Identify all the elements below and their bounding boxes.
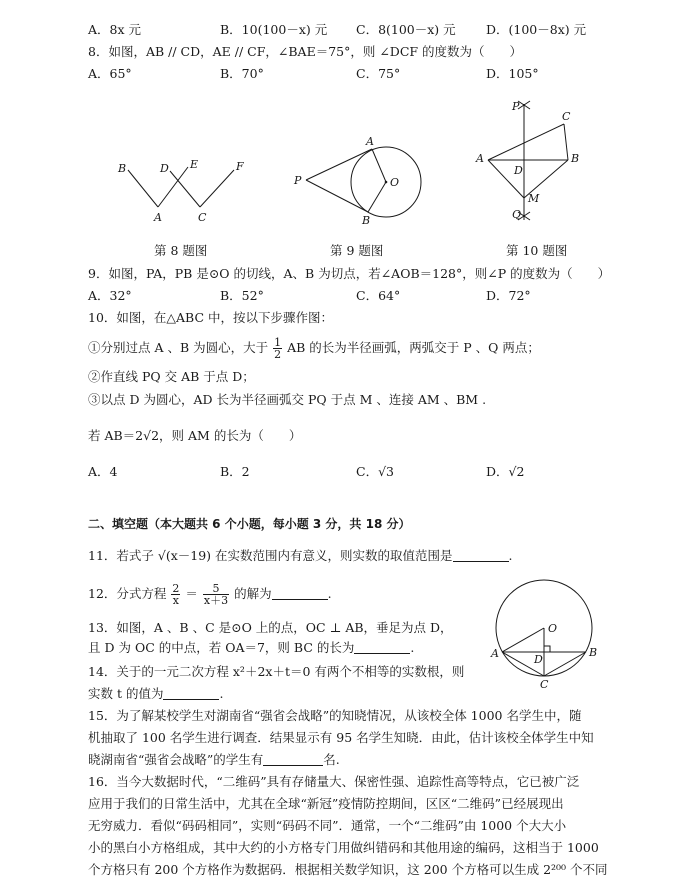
q13-line2-text: 且 D 为 OC 的中点，若 OA＝7，则 BC 的长为 [88, 640, 355, 655]
q8-option-a: A．65° [88, 66, 132, 81]
q14-line2-text: 实数 t 的值为 [88, 686, 164, 701]
figure-10 [474, 96, 594, 228]
q16-line-2: 应用于我们的日常生活中，尤其在全球“新冠”疫情防控期间，区区“二维码”已经展现出 [88, 796, 564, 811]
q12-before: 12．分式方程 [88, 586, 167, 601]
fig8-label-d: D [160, 162, 169, 175]
q12-fraction-2 [203, 583, 229, 606]
q8-stem: 8．如图，AB // CD，AE // CF，∠BAE＝75°，则 ∠DCF 的度数为（ ） [88, 44, 523, 59]
fig13-label-a: A [491, 647, 499, 660]
q10-step1-frac-num: 1 [274, 336, 282, 349]
q12-answer-blank [272, 587, 328, 600]
fig8-label-f: F [236, 160, 244, 173]
q9-options [88, 288, 648, 304]
section-2-title: 二、填空题（本大题共 6 个小题，每小题 3 分，共 18 分） [88, 517, 411, 531]
fig10-label-a: A [476, 152, 484, 165]
fig10-label-p: P [512, 100, 520, 113]
q10-option-b: B．2 [220, 464, 250, 479]
q12-f1-den: x [172, 594, 179, 607]
figure-8-caption: 第 8 题图 [154, 243, 208, 258]
q16-line-3: 无穷威力．看似“码码相同”，实则“码码不同”．通常，一个“二维码”由 1000 个大大小 [88, 818, 567, 833]
q12-equals: ＝ [185, 586, 198, 601]
q15-line3-text: 晓湖南省“强省会战略”的学生有 [88, 752, 264, 767]
q12 [88, 580, 332, 608]
fig9-center-dot [385, 181, 388, 184]
q9-option-a: A．32° [88, 288, 132, 303]
fig13-label-c: C [540, 678, 549, 691]
q10-step-1 [88, 334, 540, 362]
q12-f1-num: 2 [172, 582, 180, 595]
q11-answer-blank [453, 549, 509, 562]
q12-end: . [327, 586, 332, 601]
fig8-label-c: C [198, 211, 207, 224]
fig9-label-p: P [294, 174, 302, 187]
q11 [88, 548, 513, 564]
fig10-label-d: D [514, 164, 523, 177]
figure-10-drawing [474, 96, 594, 228]
q15-answer-blank [263, 753, 323, 766]
q9-option-c: C．64° [356, 288, 401, 303]
q7-options [88, 22, 648, 38]
q10-option-c: C．√3 [356, 464, 394, 479]
q7-option-b: B．10(100－x) 元 [220, 22, 328, 37]
fig10-label-m: M [528, 192, 540, 205]
fig10-label-q: Q [512, 208, 522, 221]
fig8-label-b: B [118, 162, 127, 175]
q13-answer-blank [354, 641, 410, 654]
figure-13-drawing [488, 576, 600, 692]
q12-f2-den: x＋3 [203, 594, 229, 607]
q11-text: 11．若式子 √(x－19) 在实数范围内有意义，则实数的取值范围是 [88, 548, 453, 563]
q12-after: 的解为 [234, 586, 272, 601]
figure-8-drawing [108, 150, 258, 230]
q14-line-2 [88, 686, 223, 702]
fig9-label-b: B [362, 214, 371, 227]
q9-option-d: D．72° [486, 288, 531, 303]
q15-line3-end: 名. [323, 752, 340, 767]
q8-option-c: C．75° [356, 66, 401, 81]
q8-options [88, 66, 648, 82]
q14-line2-end: . [219, 686, 224, 701]
q16-line-4: 小的黑白小方格组成，其中大约的小方格专门用做纠错码和其他用途的编码，这相当于 1000 [88, 840, 599, 855]
fig10-label-b: B [571, 152, 580, 165]
q12-f2-num: 5 [203, 583, 229, 595]
figure-9 [290, 132, 430, 228]
q12-fraction-1 [171, 583, 180, 606]
q14-line-1: 14．关于的一元二次方程 x²＋2x＋t＝0 有两个不相等的实数根，则 [88, 664, 465, 679]
q9-option-b: B．52° [220, 288, 264, 303]
q11-end: . [508, 548, 513, 563]
q13-line2-end: . [410, 640, 415, 655]
q15-line-3 [88, 752, 340, 768]
q16-line-5: 个方格只有 200 个方格作为数据码．根据相关数学知识，这 200 个方格可以生成 2²⁰⁰ 个不同 [88, 862, 608, 877]
q14-answer-blank [163, 687, 219, 700]
figure-9-drawing [290, 132, 430, 228]
q10-step-2: ②作直线 PQ 交 AB 于点 D； [88, 369, 255, 384]
q10-step1-before: ①分别过点 A 、B 为圆心，大于 [88, 340, 269, 355]
q15-line-1: 15．为了解某校学生对湖南省“强省会战略”的知晓情况，从该校全体 1000 名学生中，随 [88, 708, 582, 723]
q9-stem: 9．如图，PA，PB 是⊙O 的切线，A、B 为切点，若∠AOB＝128°，则∠P 的度数为（ ） [88, 266, 611, 281]
q13-line-1: 13．如图，A 、B 、C 是⊙O 上的点，OC ⊥ AB，垂足为点 D， [88, 620, 453, 635]
q13-line-2 [88, 640, 414, 656]
fig10-label-c: C [562, 110, 571, 123]
figure-9-caption: 第 9 题图 [330, 243, 384, 258]
q10-step1-after: AB 的长为半径画弧，两弧交于 P 、Q 两点； [287, 340, 540, 355]
q10-given: 若 AB＝2√2，则 AM 的长为（ ） [88, 428, 302, 443]
q7-option-c: C．8(100－x) 元 [356, 22, 456, 37]
fig9-label-o: O [390, 176, 400, 189]
q8-option-b: B．70° [220, 66, 264, 81]
q16-line-1: 16．当今大数据时代，“二维码”具有存储量大、保密性强、追踪性高等特点，它已被广泛 [88, 774, 580, 789]
figure-10-caption: 第 10 题图 [506, 243, 568, 258]
fig13-label-b: B [589, 646, 598, 659]
figure-13 [488, 576, 600, 692]
figure-8 [108, 150, 258, 230]
fig8-label-a: A [154, 211, 162, 224]
q10-option-a: A．4 [88, 464, 118, 479]
fig8-label-e: E [190, 158, 199, 171]
q10-step1-fraction [273, 337, 282, 360]
fig13-label-o: O [548, 622, 558, 635]
q15-line-2: 机抽取了 100 名学生进行调查．结果显示有 95 名学生知晓．由此，估计该校全体学生中知 [88, 730, 594, 745]
q10-options [88, 464, 648, 480]
q10-step1-frac-den: 2 [274, 348, 282, 361]
q7-option-a: A．8x 元 [88, 22, 142, 37]
q10-option-d: D．√2 [486, 464, 525, 479]
q7-option-d: D．(100－8x) 元 [486, 22, 587, 37]
fig13-label-d: D [534, 653, 543, 666]
q8-option-d: D．105° [486, 66, 539, 81]
q10-step-3: ③以点 D 为圆心，AD 长为半径画弧交 PQ 于点 M 、连接 AM 、BM . [88, 392, 487, 407]
fig9-label-a: A [366, 135, 374, 148]
q10-stem: 10．如图，在△ABC 中，按以下步骤作图： [88, 310, 334, 325]
